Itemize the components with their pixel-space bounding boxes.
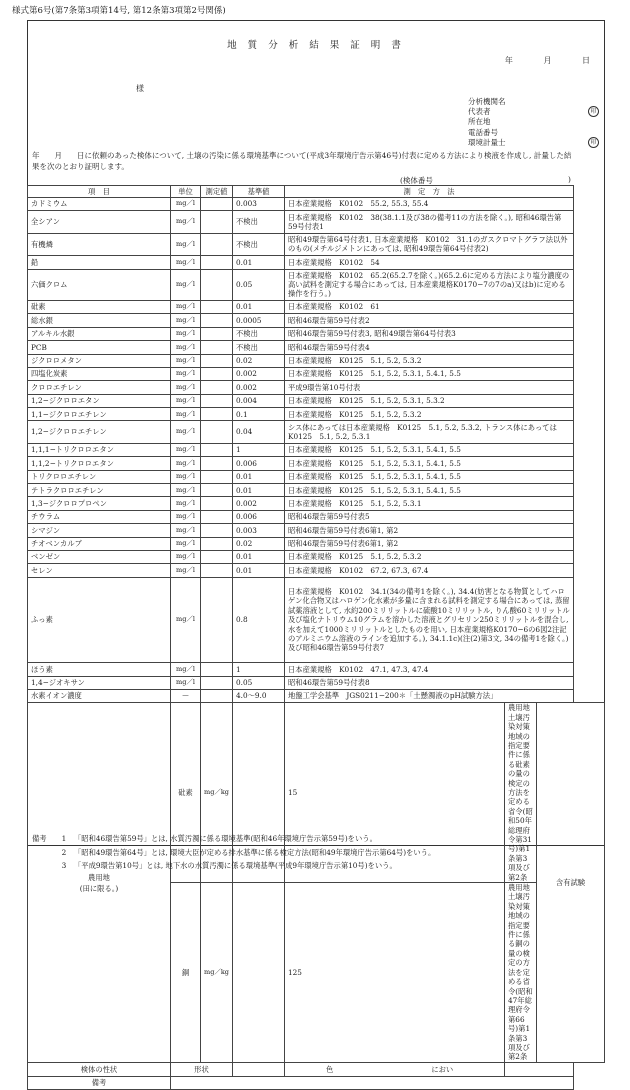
measured-value[interactable] <box>201 394 233 407</box>
unit: mg／l <box>171 676 201 689</box>
standard-value: 0.004 <box>233 394 285 407</box>
measured-value[interactable] <box>201 689 233 702</box>
standard-value: 0.01 <box>233 256 285 269</box>
measured-value[interactable] <box>201 341 233 354</box>
note-number: 1 <box>61 834 67 843</box>
item-name: 1,2−ジクロロエチレン <box>28 421 171 443</box>
note-item <box>32 832 435 846</box>
standard-value: 0.04 <box>233 421 285 443</box>
unit: mg／l <box>171 211 201 233</box>
header-unit: 単位 <box>171 186 201 198</box>
table-row <box>28 300 605 313</box>
test-method: シス体にあっては日本産業規格 K0125 5.1, 5.2, 5.3.2, トランス体にあってはK0125 5.1, 5.2, 5.3.1 <box>285 421 574 443</box>
unit: mg／l <box>171 327 201 340</box>
measured-value[interactable] <box>201 421 233 443</box>
measured-value[interactable] <box>201 537 233 550</box>
item-name: 四塩化炭素 <box>28 367 171 380</box>
table-row <box>28 233 605 255</box>
standard-value: 0.02 <box>233 354 285 367</box>
standard-value: 125 <box>285 883 505 1063</box>
table-row <box>28 408 605 421</box>
header-standard: 基準値 <box>233 186 285 198</box>
test-method: 日本産業規格 K0125 5.1, 5.2, 5.3.2 <box>285 408 574 421</box>
unit: mg／kg <box>201 703 233 883</box>
unit: mg／l <box>171 367 201 380</box>
table-row <box>28 367 605 380</box>
unit: mg／l <box>171 394 201 407</box>
table-row <box>28 211 605 233</box>
item-name: チオベンカルブ <box>28 537 171 550</box>
unit: mg／l <box>171 354 201 367</box>
table-row <box>28 537 605 550</box>
test-method: 昭和46環告第59号付表4 <box>285 341 574 354</box>
standard-value: 1 <box>233 663 285 676</box>
color-field[interactable] <box>285 1062 505 1076</box>
certified-measurer: 環境計量士 印 <box>468 138 603 148</box>
test-method: 日本産業規格 K0125 5.1, 5.2, 5.3.2 <box>285 550 574 563</box>
measured-value[interactable] <box>201 198 233 211</box>
unit: mg／l <box>171 484 201 497</box>
test-method: 昭和46環告第59号付表6第1, 第2 <box>285 537 574 550</box>
unit: mg／kg <box>201 883 233 1063</box>
table-row <box>28 421 605 443</box>
unit: mg／l <box>171 233 201 255</box>
properties-label: 検体の性状 <box>28 1062 171 1076</box>
unit: mg／l <box>171 408 201 421</box>
table-row <box>28 314 605 327</box>
standard-value: 0.8 <box>233 577 285 662</box>
item-name: 1,3−ジクロロプロペン <box>28 497 171 510</box>
address: 所在地 <box>468 117 491 127</box>
standard-value: 0.01 <box>233 300 285 313</box>
note-text: 「昭和49環告第64号」とは, 環境大臣が定める排水基準に係る検定方法(昭和49年環境庁告示第64号)をいう。 <box>74 847 436 857</box>
unit: mg／l <box>171 198 201 211</box>
test-method: 昭和46環告第59号付表3, 昭和49環告第64号付表3 <box>285 327 574 340</box>
table-row <box>28 394 605 407</box>
agri-label <box>28 703 171 1062</box>
odor-value[interactable] <box>505 1062 574 1076</box>
unit: — <box>171 689 201 702</box>
measured-value[interactable] <box>201 300 233 313</box>
item-name: アルキル水銀 <box>28 327 171 340</box>
issue-date: 年 月 日 <box>504 56 590 65</box>
phone-number: 電話番号 <box>468 127 498 137</box>
table-row <box>28 269 605 300</box>
item-name: 水素イオン濃度 <box>28 689 171 702</box>
unit: mg／l <box>171 256 201 269</box>
measured-value[interactable] <box>201 524 233 537</box>
test-method: 日本産業規格 K0125 5.1, 5.2, 5.3.1, 5.4.1, 5.5 <box>285 484 574 497</box>
measured-value[interactable] <box>201 314 233 327</box>
standard-value: 0.002 <box>233 367 285 380</box>
item-name: 総水銀 <box>28 314 171 327</box>
table-row <box>28 457 605 470</box>
table-row <box>28 676 605 689</box>
standard-value: 0.02 <box>233 537 285 550</box>
item-name: 砒素 <box>28 300 171 313</box>
item-name: テトラクロロエチレン <box>28 484 171 497</box>
shape-label: 形状 <box>171 1062 233 1076</box>
unit: mg／l <box>171 510 201 523</box>
sample-number: (検体番号 ) <box>400 175 571 185</box>
test-method: 地盤工学会基準 JGS0211−200＊「土懸濁液のpH試験方法」 <box>285 689 574 702</box>
item-name: 有機燐 <box>28 233 171 255</box>
table-row <box>28 470 605 483</box>
table-row <box>28 327 605 340</box>
measured-value[interactable] <box>201 256 233 269</box>
test-method: 日本産業規格 K0125 5.1, 5.2, 5.3.1, 5.4.1, 5.5 <box>285 443 574 456</box>
standard-value: 0.006 <box>233 510 285 523</box>
measured-value[interactable] <box>201 408 233 421</box>
measured-value[interactable] <box>201 663 233 676</box>
unit: mg／l <box>171 663 201 676</box>
odor-label: におい <box>431 1064 454 1074</box>
test-method: 昭和46環告第59号付表6第1, 第2 <box>285 524 574 537</box>
note-number: 2 <box>61 847 67 857</box>
note-item <box>32 846 435 860</box>
addressee: 様 <box>136 84 144 93</box>
unit: mg／l <box>171 497 201 510</box>
item-name: 砒素 <box>171 703 201 883</box>
note-item <box>32 859 435 873</box>
shape-value[interactable] <box>233 1062 285 1076</box>
item-name: 1,1,1−トリクロロエタン <box>28 443 171 456</box>
test-method: 日本産業規格 K0102 55.2, 55.3, 55.4 <box>285 198 574 211</box>
measured-value[interactable] <box>201 367 233 380</box>
unit: mg／l <box>171 341 201 354</box>
seal-icon: 印 <box>588 106 599 117</box>
table-row <box>28 198 605 211</box>
table-row <box>28 484 605 497</box>
standard-value: 不検出 <box>233 327 285 340</box>
note-text: 「昭和46環告第59号」とは, 水質汚濁に係る環境基準(昭和46年環境庁告示第59号)をいう。 <box>74 834 377 843</box>
test-method: 農用地土壌汚染対策地域の指定要件に係る砒素の量の検定の方法を定める省令(昭和50年総理府令第31号)第1条第3項及び第2条 <box>505 703 537 883</box>
remarks-value[interactable] <box>171 1076 574 1089</box>
notes <box>32 832 435 873</box>
test-method: 日本産業規格 K0102 34.1(34の備考1を除く。), 34.4(妨害となる物質としてハロゲン化合物又はハロゲン化水素が多量に含まれる試料を測定する場合にあっては, 蒸留試薬溶液として, 水約200ミリリットルに硫酸10ミリリットル, りん酸60ミリリットル及び塩化ナトリウム10グラムを溶かした溶液とグリセリン250ミリリットルを混合し, 水を加えて1000ミリリットルとしたものを用い, 日本産業規格K0170−6の6図2注記のアルミニウム溶液のラインを追加する。), 34.1.1c)(注(2)第3文, 34の備考1を除く。)及び昭和46環告第59号付表7 <box>285 577 574 662</box>
standard-value: 不検出 <box>233 233 285 255</box>
item-name: セレン <box>28 564 171 577</box>
result-label: 含有試験 <box>537 703 605 1062</box>
representative: 代表者 印 <box>468 107 603 117</box>
table-row <box>28 256 605 269</box>
table-header <box>28 186 605 198</box>
unit: mg／l <box>171 421 201 443</box>
measured-value[interactable] <box>201 233 233 255</box>
measured-value[interactable] <box>201 381 233 394</box>
standard-value: 0.003 <box>233 198 285 211</box>
results-table <box>27 185 605 1090</box>
agri-label-sub: (田に限る。) <box>79 883 119 893</box>
item-name: クロロエチレン <box>28 381 171 394</box>
table-row <box>28 577 605 662</box>
test-method: 昭和49環告第64号付表1, 日本産業規格 K0102 31.1のガスクロマトグラフ法以外のもの(メチルジメトンにあっては, 昭和49環告第64号付表2) <box>285 233 574 255</box>
form-number: 様式第6号(第7条第3項第14号, 第12条第3項第2号関係) <box>12 6 226 16</box>
test-method: 昭和46環告第59号付表5 <box>285 510 574 523</box>
measured-value[interactable] <box>233 883 285 1063</box>
standard-value: 0.01 <box>233 564 285 577</box>
item-name: 六価クロム <box>28 269 171 300</box>
test-method: 日本産業規格 K0102 61 <box>285 300 574 313</box>
test-method: 農用地土壌汚染対策地域の指定要件に係る銅の量の検定の方法を定める省令(昭和47年総理府令第66号)第1条第3項及び第2条 <box>505 883 537 1063</box>
item-name: ベンゼン <box>28 550 171 563</box>
test-method: 日本産業規格 K0102 54 <box>285 256 574 269</box>
measured-value[interactable] <box>201 564 233 577</box>
standard-value: 不検出 <box>233 341 285 354</box>
properties-row <box>28 1062 605 1076</box>
header-item: 項 目 <box>28 186 171 198</box>
measured-value[interactable] <box>201 327 233 340</box>
test-method: 日本産業規格 K0125 5.1, 5.2, 5.3.2 <box>285 354 574 367</box>
unit: mg／l <box>171 300 201 313</box>
intro-text: 年 月 日に依頼のあった検体について, 土壌の汚染に係る環境基準について(平成3年環境庁告示第46号)付表に定める方法により検液を作成し, 計量した結果を次のとおり証明します。 <box>32 151 572 171</box>
measured-value[interactable] <box>201 484 233 497</box>
measured-value[interactable] <box>201 457 233 470</box>
standard-value: 0.006 <box>233 457 285 470</box>
unit: mg／l <box>171 564 201 577</box>
standard-value: 0.002 <box>233 381 285 394</box>
table-row <box>28 354 605 367</box>
item-name: チウラム <box>28 510 171 523</box>
item-name: 全シアン <box>28 211 171 233</box>
test-method: 日本産業規格 K0102 47.1, 47.3, 47.4 <box>285 663 574 676</box>
unit: mg／l <box>171 443 201 456</box>
document-title: 地 質 分 析 結 果 証 明 書 <box>227 40 405 51</box>
item-name: 1,1,2−トリクロロエタン <box>28 457 171 470</box>
unit: mg／l <box>171 550 201 563</box>
unit: mg／l <box>171 577 201 662</box>
test-method: 日本産業規格 K0102 38(38.1.1及び38の備考11の方法を除く。), 昭和46環告第59号付表1 <box>285 211 574 233</box>
issuer-block <box>468 97 603 148</box>
unit: mg／l <box>171 537 201 550</box>
unit: mg／l <box>171 470 201 483</box>
item-name: 鉛 <box>28 256 171 269</box>
measured-value[interactable] <box>201 550 233 563</box>
notes-label: 備考 <box>32 834 47 843</box>
test-method: 日本産業規格 K0125 5.1, 5.2, 5.3.1, 5.4.1, 5.5 <box>285 470 574 483</box>
table-row <box>28 689 605 702</box>
standard-value: 0.01 <box>233 550 285 563</box>
table-row <box>28 550 605 563</box>
measured-value[interactable] <box>201 676 233 689</box>
test-method: 日本産業規格 K0125 5.1, 5.2, 5.3.1 <box>285 497 574 510</box>
table-row <box>28 524 605 537</box>
item-name: 1,4−ジオキサン <box>28 676 171 689</box>
unit: mg／l <box>171 269 201 300</box>
standard-value: 4.0～9.0 <box>233 689 285 702</box>
standard-value: 1 <box>233 443 285 456</box>
header-method: 測 定 方 法 <box>285 186 574 198</box>
measured-value[interactable] <box>201 354 233 367</box>
remarks-row <box>28 1076 605 1089</box>
table-row <box>28 443 605 456</box>
test-method: 日本産業規格 K0125 5.1, 5.2, 5.3.1, 5.3.2 <box>285 394 574 407</box>
test-method: 日本産業規格 K0102 67.2, 67.3, 67.4 <box>285 564 574 577</box>
item-name: トリクロロエチレン <box>28 470 171 483</box>
measured-value[interactable] <box>201 577 233 662</box>
item-name: 銅 <box>171 883 201 1063</box>
standard-value: 0.0005 <box>233 314 285 327</box>
standard-value: 0.1 <box>233 408 285 421</box>
test-method: 昭和46環告第59号付表8 <box>285 676 574 689</box>
standard-value: 0.003 <box>233 524 285 537</box>
measured-value[interactable] <box>201 443 233 456</box>
item-name: シマジン <box>28 524 171 537</box>
unit: mg／l <box>171 314 201 327</box>
test-method: 日本産業規格 K0102 65.2(65.2.7を除く。)(65.2.6に定める方法により塩分濃度の高い試料を測定する場合にあっては, 日本産業規格K0170−7の7のa)又はb)に定める操作を行う。) <box>285 269 574 300</box>
item-name: 1,1−ジクロロエチレン <box>28 408 171 421</box>
unit: mg／l <box>171 381 201 394</box>
agri-label-main: 農用地 <box>88 872 110 882</box>
table-row <box>28 497 605 510</box>
remarks-label: 備考 <box>28 1076 171 1089</box>
item-name: PCB <box>28 341 171 354</box>
item-name: ジクロロメタン <box>28 354 171 367</box>
measured-value[interactable] <box>201 497 233 510</box>
measured-value[interactable] <box>201 470 233 483</box>
unit: mg／l <box>171 457 201 470</box>
test-method: 日本産業規格 K0125 5.1, 5.2, 5.3.1, 5.4.1, 5.5 <box>285 457 574 470</box>
standard-value: 不検出 <box>233 211 285 233</box>
header-measured: 測定値 <box>201 186 233 198</box>
unit: mg／l <box>171 524 201 537</box>
organization-name: 分析機関名 <box>468 97 506 106</box>
test-method: 平成9環告第10号付表 <box>285 381 574 394</box>
table-row <box>28 341 605 354</box>
measured-value[interactable] <box>201 211 233 233</box>
test-method: 日本産業規格 K0125 5.1, 5.2, 5.3.1, 5.4.1, 5.5 <box>285 367 574 380</box>
note-number: 3 <box>61 861 67 871</box>
standard-value: 0.01 <box>233 470 285 483</box>
table-row <box>28 663 605 676</box>
table-row <box>28 564 605 577</box>
standard-value: 0.002 <box>233 497 285 510</box>
measured-value[interactable] <box>201 510 233 523</box>
note-text: 「平成9環告第10号」とは, 地下水の水質汚濁に係る環境基準(平成9年環境庁告示第10号)をいう。 <box>74 861 397 871</box>
item-name: ふっ素 <box>28 577 171 662</box>
table-row <box>28 510 605 523</box>
standard-value: 0.05 <box>233 269 285 300</box>
standard-value: 0.01 <box>233 484 285 497</box>
standard-value: 0.05 <box>233 676 285 689</box>
measured-value[interactable] <box>201 269 233 300</box>
item-name: カドミウム <box>28 198 171 211</box>
seal-icon: 印 <box>588 137 599 148</box>
item-name: ほう素 <box>28 663 171 676</box>
standard-value: 15 <box>285 703 505 883</box>
test-method: 昭和46環告第59号付表2 <box>285 314 574 327</box>
item-name: 1,2−ジクロロエタン <box>28 394 171 407</box>
color-label: 色 <box>326 1064 334 1074</box>
table-row <box>28 381 605 394</box>
